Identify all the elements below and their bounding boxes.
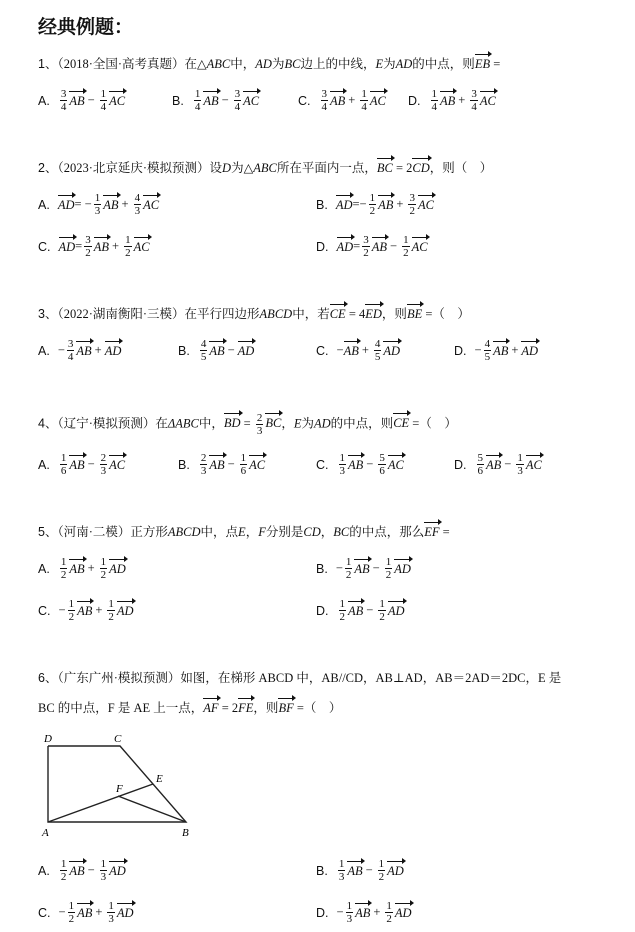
operator: +	[95, 905, 103, 919]
option-label: C.	[316, 343, 329, 358]
operator: +	[94, 343, 102, 357]
question-1-option-a[interactable]	[38, 88, 125, 113]
fraction: $\frac{3}{4}$	[67, 338, 74, 363]
fraction: $\frac{5}{6}$	[379, 452, 385, 477]
option-label: D.	[316, 905, 329, 920]
equals: =	[75, 239, 83, 253]
question-6-option-a[interactable]	[38, 858, 126, 883]
vector: AB	[77, 603, 93, 618]
fraction: $\frac{1}{2}$	[379, 598, 385, 623]
fraction: $\frac{1}{2}$	[403, 234, 409, 259]
vector: AC	[387, 457, 404, 472]
vector: AB	[354, 561, 370, 576]
operator: −	[372, 561, 380, 575]
fraction: $\frac{1}{4}$	[361, 88, 367, 113]
sign: −	[336, 905, 344, 919]
question-6-stem-line1: 6、（广东广州·模拟预测）如图，在梯形 ABCD 中，AB//CD，AB⊥AD，AB＝2AD＝2DC，E 是	[38, 671, 562, 685]
fraction: $\frac{1}{4}$	[431, 88, 437, 113]
sign: −	[474, 343, 482, 357]
vector: AB	[209, 457, 225, 472]
option-label: A.	[38, 561, 50, 576]
vector: AB	[493, 343, 509, 358]
question-5-option-c[interactable]	[38, 598, 134, 623]
page-title: 经典例题：	[38, 16, 134, 38]
fraction: $\frac{1}{2}$	[60, 858, 67, 883]
vector: AD	[521, 343, 539, 358]
label-f: F	[116, 783, 123, 795]
question-2-option-d[interactable]	[316, 234, 428, 259]
option-label: C.	[38, 905, 51, 920]
vector: AD	[336, 239, 354, 254]
fraction: $\frac{1}{4}$	[100, 88, 107, 113]
operator: −	[366, 603, 374, 617]
vector: AB	[355, 905, 371, 920]
fraction: $\frac{1}{3}$	[338, 858, 345, 883]
vector: AD	[116, 603, 134, 618]
operator: +	[95, 603, 103, 617]
vector: AD	[58, 239, 76, 254]
vector: AB	[486, 457, 502, 472]
label-e: E	[156, 773, 163, 785]
question-1-option-b[interactable]	[172, 88, 259, 113]
vector: AB	[93, 239, 110, 254]
fraction: $\frac{1}{3}$	[100, 858, 107, 883]
vector: AB	[69, 863, 85, 878]
sign: −	[335, 561, 343, 575]
question-2-option-b[interactable]	[316, 192, 434, 217]
sign: −	[58, 905, 66, 919]
equals: =	[352, 197, 360, 211]
vector: AB	[378, 197, 394, 212]
vector: AC	[109, 457, 126, 472]
vector: AB	[69, 93, 85, 108]
operator: +	[348, 93, 356, 107]
label-d: D	[44, 733, 52, 745]
fraction: $\frac{1}{3}$	[339, 452, 345, 477]
vector: AB	[343, 343, 359, 358]
vector: AB	[440, 93, 456, 108]
option-label: A.	[38, 343, 50, 358]
operator: +	[396, 197, 404, 211]
fraction: $\frac{1}{4}$	[194, 88, 201, 113]
option-label: D.	[316, 603, 329, 618]
fraction: $\frac{1}{2}$	[108, 598, 114, 623]
option-label: A.	[38, 93, 50, 108]
fraction: $\frac{3}{4}$	[471, 88, 477, 113]
option-label: B.	[172, 93, 184, 108]
vector: AC	[417, 197, 434, 212]
vector: AC	[525, 457, 542, 472]
operator: −	[504, 457, 512, 471]
option-label: B.	[178, 343, 190, 358]
operator: +	[121, 197, 129, 211]
question-4-option-a[interactable]	[38, 452, 125, 477]
operator: +	[361, 343, 369, 357]
vector: AB	[203, 93, 219, 108]
operator: −	[366, 457, 374, 471]
operator: −	[227, 343, 235, 357]
vector: AD	[387, 863, 404, 878]
vector: AB	[209, 343, 225, 358]
vector: AC	[143, 197, 160, 212]
option-label: A.	[38, 197, 50, 212]
vector: AB	[69, 457, 85, 472]
fraction: $\frac{1}{2}$	[378, 858, 385, 883]
operator: +	[87, 561, 95, 575]
label-a: A	[42, 827, 49, 839]
question-1-option-c[interactable]	[298, 88, 386, 113]
fraction: $\frac{4}{5}$	[484, 338, 491, 363]
question-5-option-b[interactable]	[316, 556, 411, 581]
fraction: $\frac{3}{4}$	[234, 88, 241, 113]
question-6-option-c[interactable]	[38, 900, 134, 925]
option-label: B.	[316, 561, 328, 576]
question-2-option-a[interactable]	[38, 192, 159, 217]
question-4-stem: 4、（辽宁·模拟预测）在ΔABC中，BD = $\frac{2}{3}$ BC，E为AD的中点，则CE =（ ）	[38, 412, 457, 437]
question-4-option-c[interactable]	[316, 452, 404, 477]
fraction: $\frac{1}{2}$	[386, 900, 392, 925]
option-label: C.	[298, 93, 311, 108]
operator: −	[365, 863, 373, 877]
question-3-option-a[interactable]	[38, 338, 121, 363]
fraction: $\frac{1}{3}$	[108, 900, 114, 925]
vector: AC	[411, 239, 428, 254]
vector: AC	[479, 93, 496, 108]
option-label: B.	[316, 197, 328, 212]
vector: AD	[335, 197, 353, 212]
fraction: $\frac{2}{3}$	[200, 452, 207, 477]
fraction: $\frac{1}{3}$	[517, 452, 523, 477]
question-2-option-c[interactable]	[38, 234, 150, 259]
fraction: $\frac{4}{3}$	[134, 192, 141, 217]
operator: +	[511, 343, 519, 357]
question-2-stem: 2、（2023·北京延庆·模拟预测）设D为△ABC所在平面内一点，BC = 2CD，则（ ）	[38, 161, 493, 175]
fraction: $\frac{4}{5}$	[200, 338, 207, 363]
option-label: C.	[316, 457, 329, 472]
vector: AD	[109, 561, 126, 576]
fraction: $\frac{1}{6}$	[60, 452, 67, 477]
question-3-option-b[interactable]	[178, 338, 254, 363]
option-label: A.	[38, 457, 50, 472]
vector: AC	[249, 457, 266, 472]
question-1-stem: 1、（2018·全国·高考真题）在△ABC中，AD为BC边上的中线，E为AD的中点，则EB =	[38, 57, 501, 71]
vector: AB	[69, 561, 85, 576]
fraction: $\frac{3}{4}$	[60, 88, 67, 113]
fraction: $\frac{5}{6}$	[477, 452, 483, 477]
fraction: $\frac{1}{2}$	[125, 234, 131, 259]
option-label: D.	[316, 239, 329, 254]
question-3-stem: 3、（2022·湖南衡阳·三模）在平行四边形ABCD中，若CE = 4ED，则BE =（ ）	[38, 307, 470, 321]
vector: AD	[109, 863, 126, 878]
segment-fb	[118, 796, 186, 822]
operator: +	[112, 239, 120, 253]
label-b: B	[182, 827, 189, 839]
operator: −	[227, 457, 235, 471]
fraction: $\frac{1}{2}$	[100, 556, 107, 581]
option-label: C.	[38, 603, 51, 618]
fraction: $\frac{1}{2}$	[339, 598, 345, 623]
fraction: $\frac{3}{2}$	[85, 234, 91, 259]
operator: −	[221, 93, 229, 107]
question-6-option-b[interactable]	[316, 858, 404, 883]
option-label: A.	[38, 863, 50, 878]
question-4-option-b[interactable]	[178, 452, 265, 477]
vector: AB	[347, 863, 363, 878]
fraction: $\frac{1}{2}$	[369, 192, 376, 217]
fraction: $\frac{1}{3}$	[346, 900, 353, 925]
operator: +	[458, 93, 466, 107]
operator: −	[87, 457, 95, 471]
vector: AD	[104, 343, 122, 358]
vector: AD	[57, 197, 75, 212]
option-label: B.	[178, 457, 190, 472]
vector: AB	[103, 197, 119, 212]
option-label: B.	[316, 863, 328, 878]
vector: AB	[330, 93, 346, 108]
vector: AB	[348, 457, 364, 472]
sign: −	[57, 343, 65, 357]
equals: =	[353, 239, 361, 253]
question-5-option-d[interactable]	[316, 598, 405, 623]
option-label: D.	[408, 93, 421, 108]
option-label: D.	[454, 343, 467, 358]
question-6-stem-line2: BC 的中点，F 是 AE 上一点，AF = 2FE，则BF =（ ）	[38, 701, 342, 715]
fraction: $\frac{1}{2}$	[68, 900, 75, 925]
operator: +	[373, 905, 381, 919]
fraction: $\frac{3}{4}$	[321, 88, 327, 113]
question-6-option-d[interactable]	[316, 900, 412, 925]
label-c: C	[114, 733, 122, 745]
option-label: C.	[38, 239, 51, 254]
vector: AC	[133, 239, 150, 254]
question-5-option-a[interactable]	[38, 556, 126, 581]
fraction: $\frac{3}{2}$	[409, 192, 415, 217]
operator: −	[87, 863, 95, 877]
fraction: $\frac{4}{5}$	[374, 338, 381, 363]
vector: AC	[243, 93, 260, 108]
fraction: $\frac{1}{2}$	[345, 556, 352, 581]
fraction: $\frac{3}{2}$	[363, 234, 369, 259]
vector: AD	[116, 905, 134, 920]
vector: AD	[383, 343, 401, 358]
vector: AC	[109, 93, 126, 108]
sign: −	[58, 603, 66, 617]
vector: AD	[394, 561, 411, 576]
operator: −	[390, 239, 398, 253]
vector: AC	[369, 93, 386, 108]
vector: AD	[394, 905, 412, 920]
vector: AB	[348, 603, 364, 618]
vector: AB	[76, 343, 92, 358]
option-label: D.	[454, 457, 467, 472]
question-1-option-d[interactable]	[408, 88, 496, 113]
equals: = −	[74, 197, 92, 211]
fraction: $\frac{1}{3}$	[94, 192, 101, 217]
fraction: $\frac{1}{2}$	[68, 598, 75, 623]
operator: −	[87, 93, 95, 107]
vector: AB	[77, 905, 93, 920]
vector: AD	[237, 343, 255, 358]
vector: AD	[387, 603, 405, 618]
sign: −	[359, 197, 367, 211]
vector: AB	[371, 239, 388, 254]
sign: −	[336, 343, 344, 357]
question-4-option-d[interactable]	[454, 452, 542, 477]
fraction: $\frac{1}{2}$	[60, 556, 67, 581]
trapezoid-figure	[38, 728, 208, 840]
question-3-option-c[interactable]	[316, 338, 400, 363]
fraction: $\frac{1}{6}$	[240, 452, 247, 477]
fraction: $\frac{1}{2}$	[385, 556, 392, 581]
question-3-option-d[interactable]	[454, 338, 538, 363]
fraction: $\frac{2}{3}$	[100, 452, 107, 477]
question-5-stem: 5、（河南·二模）正方形ABCD中，点E，F分别是CD，BC的中点，那么EF =	[38, 525, 450, 539]
